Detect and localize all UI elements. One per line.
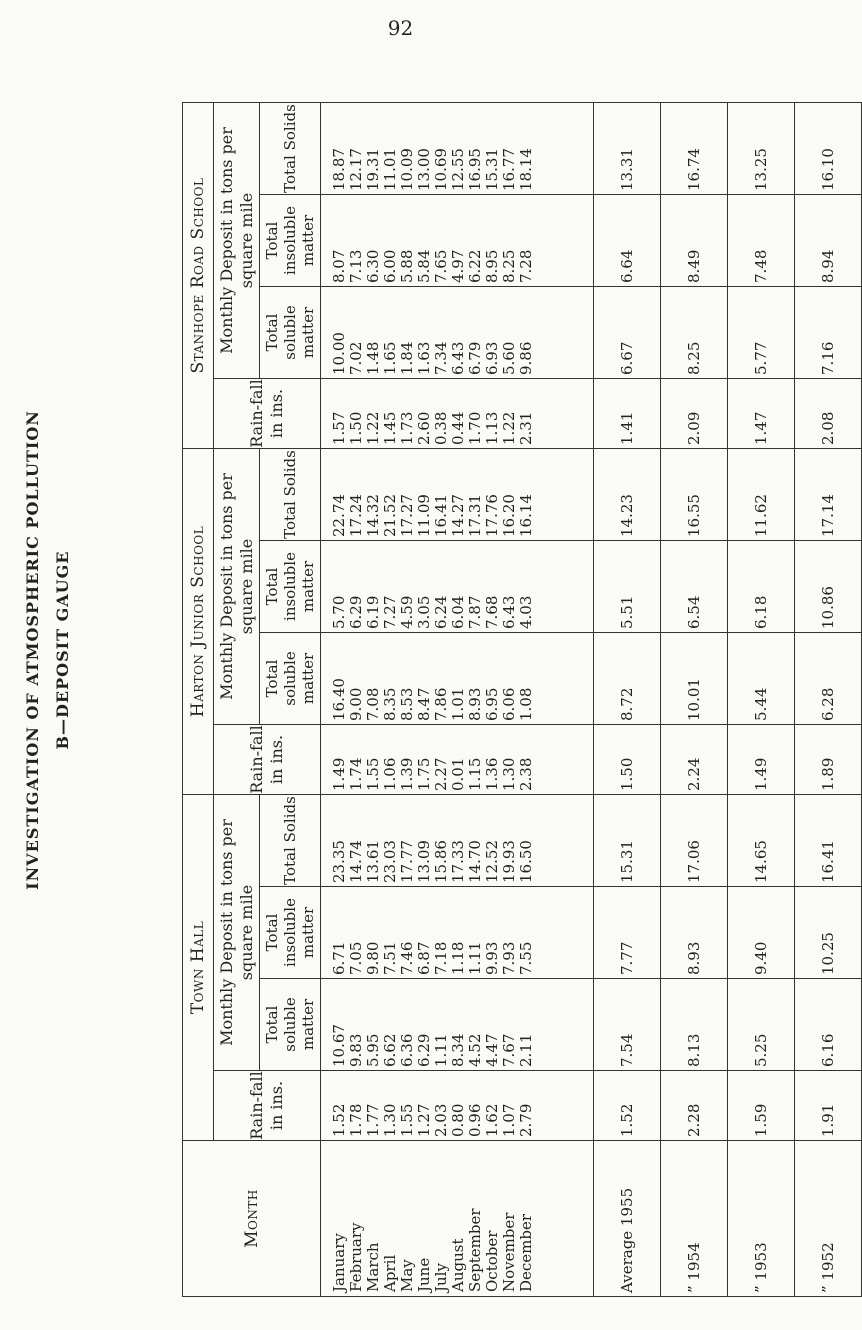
insoluble-value: 6.22 [466,249,484,283]
insoluble-value: 7.93 [500,941,518,975]
rain-value: 2.79 [517,1103,535,1137]
insoluble-column [321,195,594,287]
rain-value: 1.78 [347,1103,365,1137]
soluble-value: 6.43 [449,341,467,375]
rain-value: 1.55 [364,757,382,791]
soluble-value: 7.02 [347,341,365,375]
insoluble-value: 6.29 [347,595,365,629]
solids-value: 13.61 [364,840,382,883]
month-label: February [347,1222,365,1292]
insoluble-value: 7.87 [466,595,484,629]
rain-value: 1.36 [483,757,501,791]
rain-header: Rain-fall in ins. [214,725,321,795]
rain-value: 1.15 [466,757,484,791]
deposit-gauge-table [182,102,862,1297]
summary-rain-value: 2.08 [795,379,862,449]
summary-soluble-value: 6.67 [594,287,661,379]
rain-value: 1.75 [415,757,433,791]
insoluble-value: 7.05 [347,941,365,975]
soluble-value: 1.08 [517,687,535,721]
rain-value: 1.07 [500,1103,518,1137]
solids-value: 17.77 [398,840,416,883]
deposit-group-header: Monthly Deposit in tons per square mile [214,103,260,379]
summary-solids-value: 15.31 [594,795,661,887]
solids-value: 16.41 [432,494,450,537]
insoluble-value: 9.93 [483,941,501,975]
insoluble-value: 5.84 [415,249,433,283]
summary-solids-value: 13.31 [594,103,661,195]
soluble-value: 6.36 [398,1033,416,1067]
rain-value: 2.60 [415,411,433,445]
soluble-value: 7.86 [432,687,450,721]
rain-value: 1.30 [381,1103,399,1137]
insoluble-value: 7.51 [381,941,399,975]
summary-label: ” 1954 [661,1141,728,1297]
soluble-value: 2.11 [517,1033,535,1067]
insoluble-value: 7.18 [432,941,450,975]
solids-value: 17.24 [347,494,365,537]
month-label: January [330,1233,348,1292]
rain-value: 1.22 [500,411,518,445]
summary-solids-value: 13.25 [728,103,795,195]
solids-value: 12.52 [483,840,501,883]
rain-value: 1.57 [330,411,348,445]
soluble-header: Total soluble matter [260,633,321,725]
summary-soluble-value: 5.77 [728,287,795,379]
rain-value: 1.73 [398,411,416,445]
summary-label: Average 1955 [594,1141,661,1297]
insoluble-value: 7.65 [432,249,450,283]
solids-value: 17.27 [398,494,416,537]
rain-column [321,379,594,449]
summary-rain-value: 2.24 [661,725,728,795]
deposit-group-header: Monthly Deposit in tons per square mile [214,449,260,725]
solids-value: 13.09 [415,840,433,883]
insoluble-value: 7.13 [347,249,365,283]
insoluble-value: 7.55 [517,941,535,975]
soluble-value: 1.48 [364,341,382,375]
summary-rain-value: 1.59 [728,1071,795,1141]
solids-value: 13.00 [415,148,433,191]
solids-value: 23.35 [330,840,348,883]
insoluble-value: 6.24 [432,595,450,629]
soluble-value: 4.52 [466,1033,484,1067]
rain-value: 1.70 [466,411,484,445]
insoluble-value: 4.03 [517,595,535,629]
solids-value: 12.17 [347,148,365,191]
rain-value: 1.55 [398,1103,416,1137]
summary-solids-value: 14.23 [594,449,661,541]
report-title: INVESTIGATION OF ATMOSPHERIC POLLUTION [23,410,42,890]
soluble-value: 1.63 [415,341,433,375]
rain-value: 0.96 [466,1103,484,1137]
summary-solids-value: 16.74 [661,103,728,195]
insoluble-value: 1.18 [449,941,467,975]
soluble-value: 8.93 [466,687,484,721]
insoluble-value: 6.04 [449,595,467,629]
solids-value: 16.20 [500,494,518,537]
soluble-value: 8.35 [381,687,399,721]
soluble-value: 1.84 [398,341,416,375]
solids-value: 21.52 [381,494,399,537]
summary-row [661,103,728,1297]
summary-solids-value: 16.41 [795,795,862,887]
soluble-value: 6.93 [483,341,501,375]
solids-column [321,449,594,541]
solids-value: 16.95 [466,148,484,191]
soluble-value: 8.53 [398,687,416,721]
soluble-value: 6.95 [483,687,501,721]
soluble-value: 1.65 [381,341,399,375]
soluble-value: 16.40 [330,678,348,721]
insoluble-value: 8.07 [330,249,348,283]
solids-value: 17.76 [483,494,501,537]
solids-value: 16.14 [517,494,535,537]
summary-insoluble-value: 9.40 [728,887,795,979]
solids-value: 23.03 [381,840,399,883]
rain-value: 1.22 [364,411,382,445]
rain-value: 1.77 [364,1103,382,1137]
solids-value: 14.70 [466,840,484,883]
solids-value: 15.86 [432,840,450,883]
solids-value: 14.27 [449,494,467,537]
solids-header: Total Solids [260,103,321,195]
insoluble-value: 8.25 [500,249,518,283]
rain-value: 2.31 [517,411,535,445]
summary-solids-value: 16.55 [661,449,728,541]
solids-value: 17.31 [466,494,484,537]
soluble-value: 6.79 [466,341,484,375]
soluble-value: 8.34 [449,1033,467,1067]
soluble-value: 8.47 [415,687,433,721]
rain-value: 0.44 [449,411,467,445]
solids-value: 14.74 [347,840,365,883]
soluble-column [321,287,594,379]
insoluble-value: 4.97 [449,249,467,283]
rain-value: 0.01 [449,757,467,791]
summary-label: ” 1953 [728,1141,795,1297]
soluble-value: 1.01 [449,687,467,721]
summary-insoluble-value: 6.18 [728,541,795,633]
summary-insoluble-value: 6.54 [661,541,728,633]
soluble-value: 9.00 [347,687,365,721]
summary-solids-value: 14.65 [728,795,795,887]
insoluble-value: 7.28 [517,249,535,283]
station-name: Stanhope Road School [183,103,214,449]
rain-value: 1.06 [381,757,399,791]
page-number: 92 [387,16,414,40]
insoluble-value: 8.95 [483,249,501,283]
insoluble-value: 6.19 [364,595,382,629]
soluble-value: 6.29 [415,1033,433,1067]
rain-value: 1.50 [347,411,365,445]
rain-value: 1.52 [330,1103,348,1137]
soluble-value: 10.67 [330,1024,348,1067]
soluble-value: 5.60 [500,341,518,375]
summary-insoluble-value: 8.94 [795,195,862,287]
insoluble-value: 9.80 [364,941,382,975]
summary-soluble-value: 5.25 [728,979,795,1071]
summary-insoluble-value: 6.64 [594,195,661,287]
soluble-value: 10.00 [330,332,348,375]
soluble-value: 9.83 [347,1033,365,1067]
insoluble-value: 6.71 [330,941,348,975]
summary-soluble-value: 6.16 [795,979,862,1071]
summary-soluble-value: 10.01 [661,633,728,725]
month-label: June [415,1257,433,1292]
solids-header: Total Solids [260,449,321,541]
summary-rain-value: 1.89 [795,725,862,795]
insoluble-value: 7.68 [483,595,501,629]
insoluble-value: 7.46 [398,941,416,975]
solids-value: 15.31 [483,148,501,191]
summary-soluble-value: 8.25 [661,287,728,379]
summary-rain-value: 1.91 [795,1071,862,1141]
summary-insoluble-value: 8.49 [661,195,728,287]
summary-insoluble-value: 7.77 [594,887,661,979]
month-label: March [364,1242,382,1292]
soluble-value: 7.67 [500,1033,518,1067]
station-name: Harton Junior School [183,449,214,795]
monthly-row [321,103,594,1297]
summary-row [728,103,795,1297]
solids-value: 12.55 [449,148,467,191]
solids-value: 11.09 [415,494,433,537]
month-label: November [500,1212,518,1292]
summary-solids-value: 16.10 [795,103,862,195]
rain-value: 2.27 [432,757,450,791]
insoluble-value: 1.11 [466,941,484,975]
rain-value: 1.45 [381,411,399,445]
insoluble-value: 6.87 [415,941,433,975]
deposit-group-header: Monthly Deposit in tons per square mile [214,795,260,1071]
month-label: December [517,1213,535,1292]
summary-soluble-value: 8.13 [661,979,728,1071]
insoluble-column [321,541,594,633]
rain-value: 0.38 [432,411,450,445]
summary-insoluble-value: 5.51 [594,541,661,633]
soluble-value: 5.95 [364,1033,382,1067]
rain-column [321,725,594,795]
solids-value: 11.01 [381,148,399,191]
soluble-value: 6.62 [381,1033,399,1067]
insoluble-value: 6.43 [500,595,518,629]
summary-solids-value: 17.06 [661,795,728,887]
summary-insoluble-value: 7.48 [728,195,795,287]
soluble-value: 7.08 [364,687,382,721]
solids-value: 16.50 [517,840,535,883]
summary-soluble-value: 6.28 [795,633,862,725]
station-name: Town Hall [183,795,214,1141]
insoluble-value: 4.59 [398,595,416,629]
summary-rain-value: 1.49 [728,725,795,795]
rain-value: 1.30 [500,757,518,791]
solids-value: 18.87 [330,148,348,191]
insoluble-value: 5.88 [398,249,416,283]
solids-value: 19.93 [500,840,518,883]
rain-header: Rain-fall in ins. [214,1071,321,1141]
summary-solids-value: 11.62 [728,449,795,541]
insoluble-value: 3.05 [415,595,433,629]
solids-column [321,795,594,887]
soluble-header: Total soluble matter [260,287,321,379]
soluble-value: 9.86 [517,341,535,375]
insoluble-header: Total insoluble matter [260,541,321,633]
solids-value: 10.69 [432,148,450,191]
solids-value: 16.77 [500,148,518,191]
summary-rain-value: 1.47 [728,379,795,449]
soluble-column [321,979,594,1071]
month-label: September [466,1208,484,1292]
rain-value: 1.39 [398,757,416,791]
month-label: August [449,1238,467,1292]
solids-value: 10.09 [398,148,416,191]
rain-value: 0.80 [449,1103,467,1137]
summary-rain-value: 1.52 [594,1071,661,1141]
month-label: April [381,1254,399,1292]
insoluble-column [321,887,594,979]
soluble-value: 1.11 [432,1033,450,1067]
summary-soluble-value: 5.44 [728,633,795,725]
soluble-value: 6.06 [500,687,518,721]
rain-value: 2.38 [517,757,535,791]
solids-value: 22.74 [330,494,348,537]
month-label: July [432,1263,450,1292]
month-label: May [398,1259,416,1292]
rain-value: 1.13 [483,411,501,445]
solids-header: Total Solids [260,795,321,887]
insoluble-header: Total insoluble matter [260,887,321,979]
summary-row [594,103,661,1297]
summary-soluble-value: 7.54 [594,979,661,1071]
insoluble-value: 6.00 [381,249,399,283]
summary-insoluble-value: 10.86 [795,541,862,633]
insoluble-value: 7.27 [381,595,399,629]
summary-row [795,103,862,1297]
rain-header: Rain-fall in ins. [214,379,321,449]
summary-insoluble-value: 8.93 [661,887,728,979]
rain-value: 1.49 [330,757,348,791]
summary-solids-value: 17.14 [795,449,862,541]
solids-value: 17.33 [449,840,467,883]
summary-label: ” 1952 [795,1141,862,1297]
summary-rain-value: 1.50 [594,725,661,795]
month-cell [321,1141,594,1297]
solids-column [321,103,594,195]
month-label: October [483,1230,501,1292]
rain-column [321,1071,594,1141]
summary-rain-value: 2.28 [661,1071,728,1141]
month-header: Month [183,1141,321,1297]
soluble-header: Total soluble matter [260,979,321,1071]
solids-value: 14.32 [364,494,382,537]
soluble-column [321,633,594,725]
rain-value: 1.27 [415,1103,433,1137]
solids-value: 18.14 [517,148,535,191]
summary-rain-value: 2.09 [661,379,728,449]
insoluble-value: 6.30 [364,249,382,283]
rain-value: 1.74 [347,757,365,791]
insoluble-value: 5.70 [330,595,348,629]
summary-soluble-value: 8.72 [594,633,661,725]
summary-rain-value: 1.41 [594,379,661,449]
soluble-value: 4.47 [483,1033,501,1067]
summary-insoluble-value: 10.25 [795,887,862,979]
solids-value: 19.31 [364,148,382,191]
rain-value: 1.62 [483,1103,501,1137]
summary-soluble-value: 7.16 [795,287,862,379]
insoluble-header: Total insoluble matter [260,195,321,287]
soluble-value: 7.34 [432,341,450,375]
report-subtitle: B—DEPOSIT GAUGE [53,550,72,750]
rain-value: 2.03 [432,1103,450,1137]
